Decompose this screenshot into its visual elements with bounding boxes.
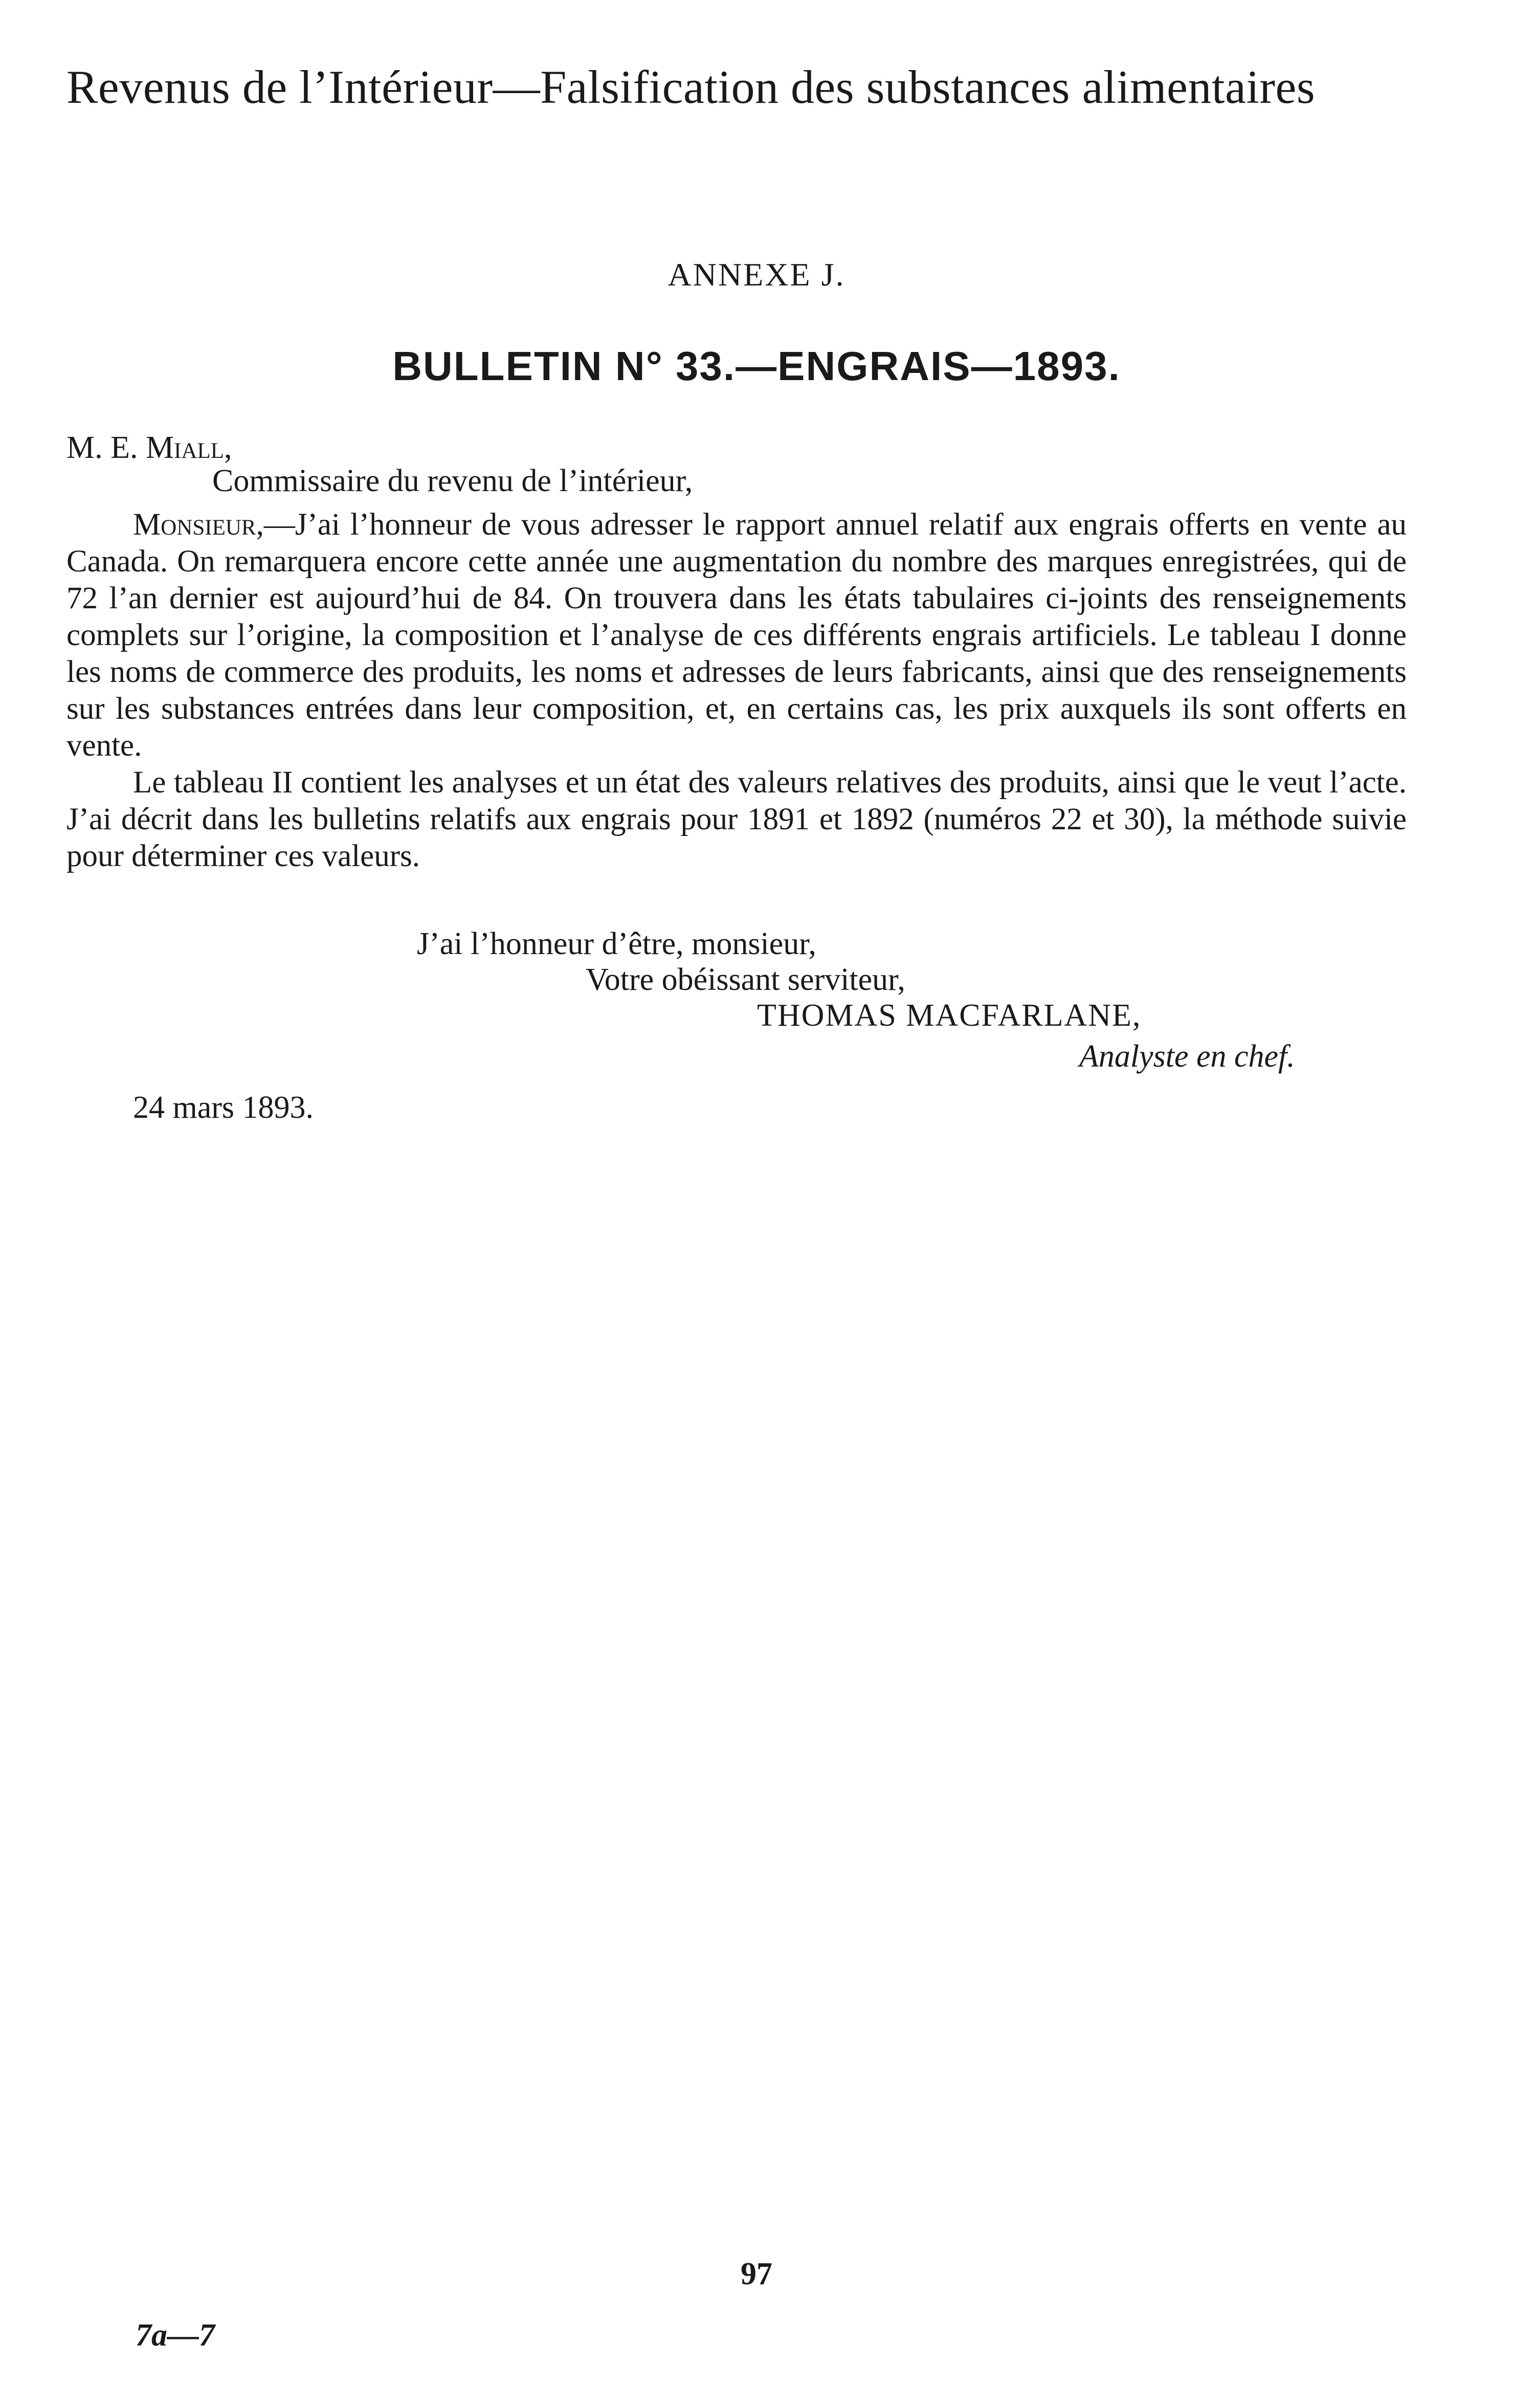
paragraph-1 bbox=[66, 506, 1407, 764]
closing-line-1: J’ai l’honneur d’être, monsieur, bbox=[417, 926, 816, 961]
closing-line-2: Votre obéissant serviteur, bbox=[586, 962, 905, 997]
signer-name: THOMAS MACFARLANE, bbox=[757, 998, 1142, 1033]
paragraph-2: Le tableau II contient les analyses et un état des valeurs relatives des produits, ainsi que le veut l’acte. J’ai décrit dans les bulletins relatifs aux engrais pour 1891 et 1892 (numéros 22 et 30), la méthode suivie pour déterminer ces valeurs. bbox=[66, 765, 1407, 873]
salutation: Monsieur, bbox=[133, 507, 264, 542]
addressee-initials: M. E. bbox=[66, 430, 146, 465]
page-number: 97 bbox=[741, 2257, 772, 2291]
addressee-surname: Miall, bbox=[146, 430, 232, 465]
running-header: Revenus de l’Intérieur—Falsification des substances alimentaires bbox=[66, 61, 1316, 113]
annex-title: ANNEXE J. bbox=[668, 256, 846, 293]
letter-body bbox=[66, 506, 1407, 875]
signer-title: Analyste en chef. bbox=[1079, 1039, 1295, 1074]
printer-signature-mark: 7a—7 bbox=[136, 2318, 215, 2353]
addressee-title: Commissaire du revenu de l’intérieur, bbox=[212, 463, 693, 498]
bulletin-title: BULLETIN N° 33.—ENGRAIS—1893. bbox=[392, 343, 1121, 389]
paragraph-1-text: —J’ai l’honneur de vous adresser le rapport annuel relatif aux engrais offerts en vente au Canada. On remarquera encore cette année une augmentation du nombre des marques enregistrées, qui de 72 l’an dernier est aujourd’hui de 84. On trouvera dans les états tabulaires ci-joints des renseignements complets sur l’origine, la composition et l’analyse de ces différents engrais artificiels. Le tableau I donne les noms de commerce des produits, les noms et adresses de leurs fabricants, ainsi que des renseignements sur les substances entrées dans leur composition, et, en certains cas, les prix auxquels ils sont offerts en vente. bbox=[66, 507, 1407, 763]
letter-date: 24 mars 1893. bbox=[133, 1090, 314, 1125]
addressee-name bbox=[66, 430, 232, 466]
